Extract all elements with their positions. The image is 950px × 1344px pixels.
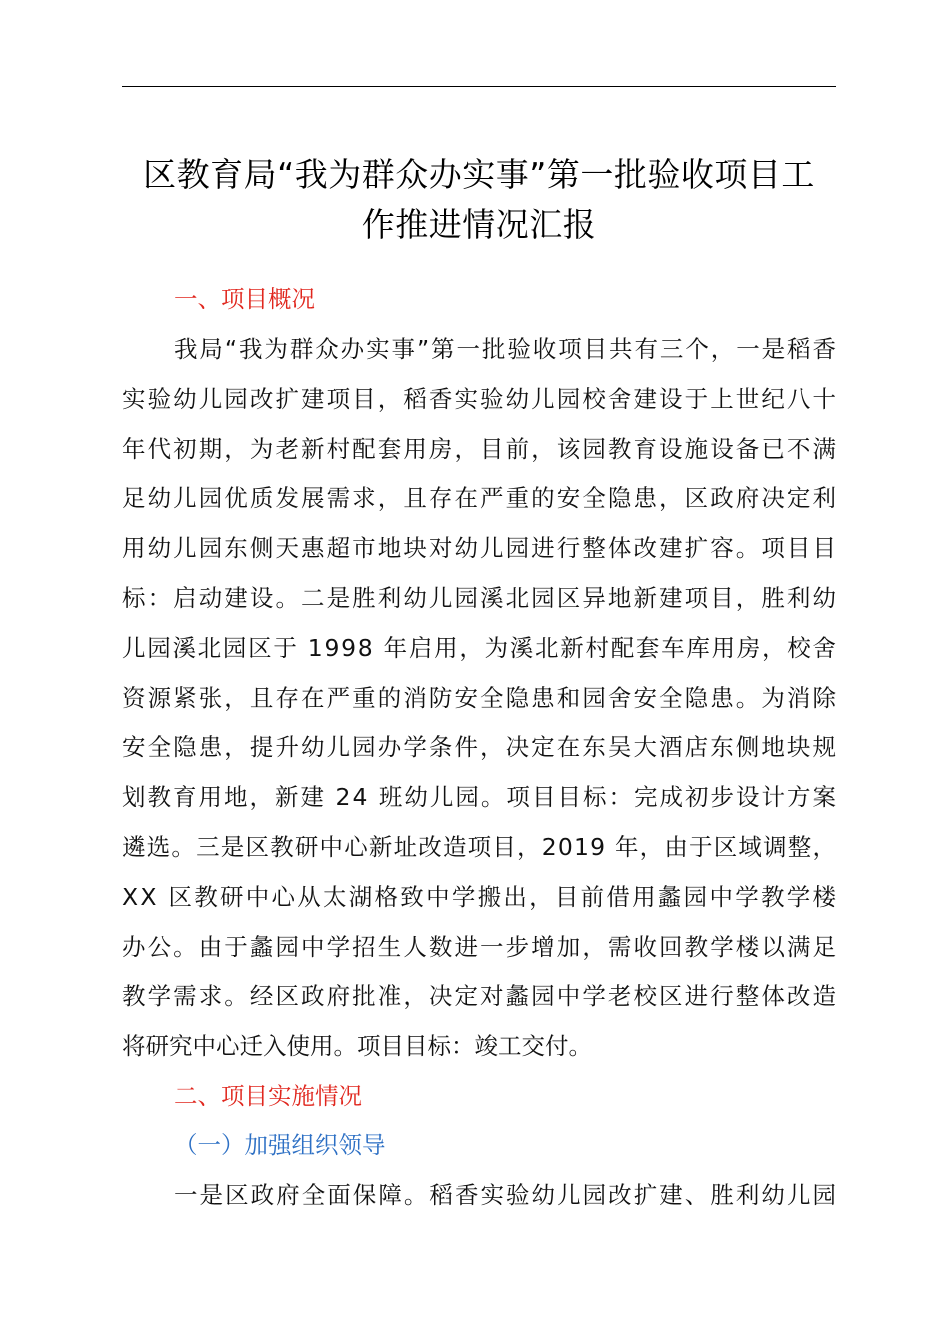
document-title — [122, 150, 836, 250]
paragraph-line: 儿园溪北园区于 1998 年启用，为溪北新村配套车库用房，校舍 — [122, 633, 838, 662]
paragraph-line: 实验幼儿园改扩建项目，稻香实验幼儿园校舍建设于上世纪八十 — [122, 384, 839, 413]
section-heading-implementation: 二、项目实施情况 — [174, 1082, 362, 1110]
paragraph-line: 办公。由于蠡园中学招生人数进一步增加，需收回教学楼以满足 — [122, 932, 839, 961]
paragraph-line: 遴选。三是区教研中心新址改造项目，2019 年，由于区域调整， — [122, 833, 838, 861]
paragraph-line: 教学需求。经区政府批准，决定对蠡园中学老校区进行整体改造 — [122, 982, 839, 1011]
section-heading-overview: 一、项目概况 — [174, 285, 315, 313]
title-line-1: 区教育局“我为群众办实事”第一批验收项目工 — [143, 155, 815, 194]
paragraph-line: 用幼儿园东侧天惠超市地块对幼儿园进行整体改建扩容。项目目 — [122, 534, 839, 563]
paragraph-line: XX 区教研中心从太湖格致中学搬出，目前借用蠡园中学教学楼 — [122, 882, 839, 911]
paragraph-line: 划教育用地，新建 24 班幼儿园。项目目标：完成初步设计方案 — [122, 783, 839, 812]
subsection-heading-organization: （一）加强组织领导 — [174, 1131, 386, 1159]
paragraph-line: 足幼儿园优质发展需求，且存在严重的安全隐患，区政府决定利 — [122, 484, 839, 513]
title-line-2: 作推进情况汇报 — [361, 205, 597, 244]
paragraph-line: 安全隐患，提升幼儿园办学条件，决定在东吴大酒店东侧地块规 — [122, 733, 839, 762]
paragraph-line: 一是区政府全面保障。稻香实验幼儿园改扩建、胜利幼儿园 — [174, 1181, 839, 1209]
paragraph-line: 我局“我为群众办实事”第一批验收项目共有三个，一是稻香 — [174, 335, 838, 363]
header-rule — [122, 86, 836, 87]
paragraph-line: 资源紧张，且存在严重的消防安全隐患和园舍安全隐患。为消除 — [122, 683, 839, 712]
paragraph-line: 将研究中心迁入使用。项目目标：竣工交付。 — [122, 1032, 592, 1061]
paragraph-line: 年代初期，为老新村配套用房，目前，该园教育设施设备已不满 — [122, 434, 839, 463]
paragraph-line: 标：启动建设。二是胜利幼儿园溪北园区异地新建项目，胜利幼 — [122, 584, 839, 612]
